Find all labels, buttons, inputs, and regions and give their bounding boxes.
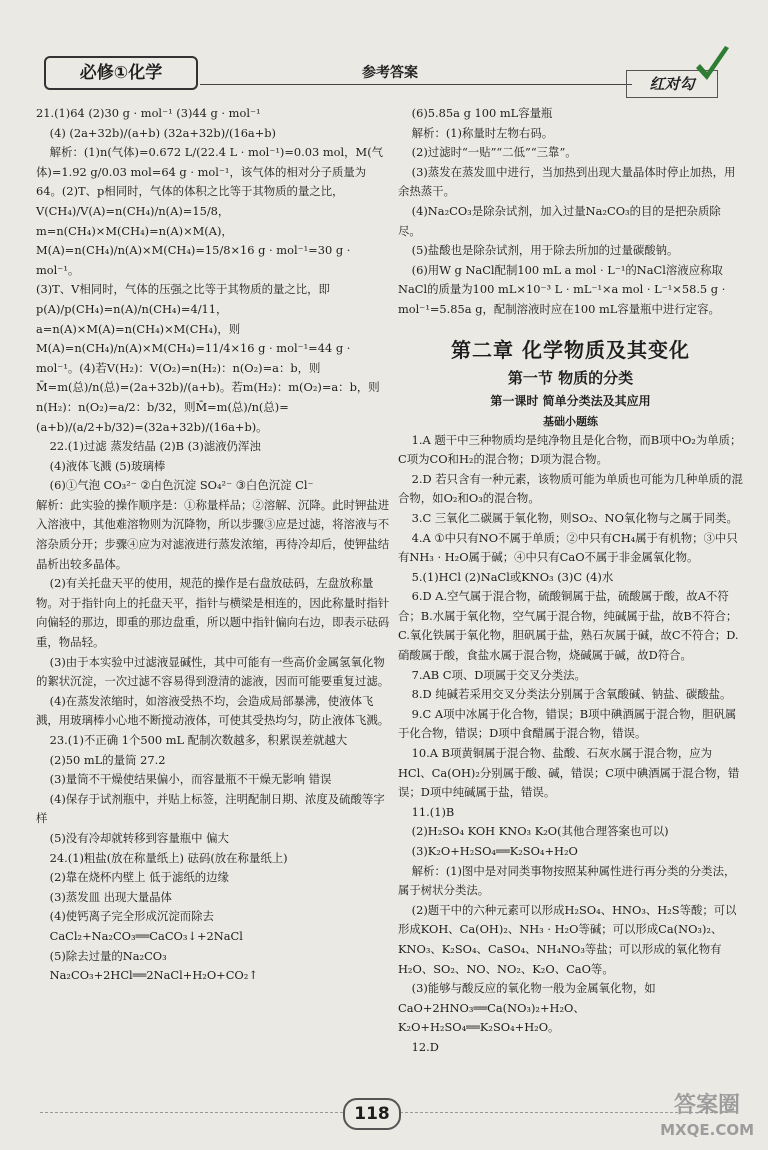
page-header — [30, 40, 742, 110]
answer-line: (5)除去过量的Na₂CO₃ — [49, 948, 167, 963]
section-heading: 第一节 物质的分类 — [507, 368, 634, 387]
answer-item: 4.A ①中只有NO不属于单质；②中只有CH₄属于有机物；③中只有NH₃ · H₂O属于碱；④中只有CaO不属于非金属氧化物。 — [398, 530, 738, 565]
watermark-title: 答案圈 — [674, 1093, 741, 1118]
right-column — [398, 104, 743, 1058]
explanation-paragraph: (3)由于本实验中过滤液显碱性，其中可能有一些高价金属氢氧化物的絮状沉淀，一次过滤不容易得到澄清的滤液，因而可能要重复过滤。 — [36, 654, 390, 689]
answer-line: (4) (2a+32b)/(a+b) (32a+32b)/(16a+b) — [49, 125, 277, 140]
explanation-paragraph: (3)蒸发在蒸发皿中进行，当加热到出现大量晶体时停止加热，用余热蒸干。 — [398, 164, 736, 199]
answer-line: (4)液体飞溅 (5)玻璃棒 — [49, 458, 166, 473]
answer-item: 10.A B项黄铜属于混合物、盐酸、石灰水属于混合物，应为HCl、Ca(OH)₂分别属于酸、碱，错误；C项中碘酒属于混合物，错误；D项中纯碱属于盐，错误。 — [398, 746, 740, 800]
lesson-heading: 第一课时 简单分类法及其应用 — [490, 393, 651, 408]
explanation-paragraph: (2)过滤时“一贴”“二低”“三靠”。 — [411, 145, 577, 160]
explanation-paragraph: 解析：(1)n(气体)=0.672 L/(22.4 L · mol⁻¹)=0.03 mol，M(气体)=1.92 g/0.03 mol=64 g · mol⁻¹，该气体的相对分子质量为64。(2)T、p相同时，气体的体积之比等于其物质的量之比，V(CH₄)/V(A)=n(CH₄)/n(A)=15/8，m=n(CH₄)×M(CH₄)=n(A)×M(A)，M(A)=n(CH₄)/n(A)×M(CH₄)=15/8×16 g · mol⁻¹=30 g · mol⁻¹。 — [36, 145, 384, 277]
equation-line: Na₂CO₃+2HCl══2NaCl+H₂O+CO₂↑ — [49, 968, 258, 983]
answer-line: (2)50 mL的量筒 27.2 — [49, 752, 166, 767]
answer-line: 23.(1)不正确 1个500 mL 配制次数越多，积累误差就越大 — [49, 733, 348, 747]
answer-line: (6)5.85a g 100 mL容量瓶 — [411, 106, 553, 120]
answer-line: (6)①气泡 CO₃²⁻ ②白色沉淀 SO₄²⁻ ③白色沉淀 Cl⁻ — [49, 478, 314, 493]
watermark — [660, 1094, 754, 1142]
equation-line: CaCl₂+Na₂CO₃══CaCO₃↓+2NaCl — [49, 928, 243, 943]
answer-line: (2)靠在烧杯内壁上 低于滤纸的边缘 — [49, 870, 229, 885]
explanation-paragraph: (5)盐酸也是除杂试剂，用于除去所加的过量碳酸钠。 — [411, 243, 679, 258]
explanation-paragraph: (2)题干中的六种元素可以形成H₂SO₄、HNO₃、H₂S等酸；可以形成KOH、Ca(OH)₂、NH₃ · H₂O等碱；可以形成Ca(NO₃)₂、KNO₃、K₂SO₄、CaSO₄、NH₄NO₃等盐；可以形成的氧化物有H₂O、SO₂、NO、NO₂、K₂O、CaO等。 — [398, 902, 737, 976]
book-logo: 必修①化学 — [44, 56, 198, 90]
exercise-heading: 基础小题练 — [543, 414, 598, 428]
equation-line: (3)K₂O+H₂SO₄══K₂SO₄+H₂O — [411, 844, 578, 858]
chapter-heading: 第二章 化学物质及其变化 — [451, 337, 690, 362]
page-number: 118 — [343, 1098, 401, 1130]
answer-line: (3)蒸发皿 出现大量晶体 — [49, 889, 172, 904]
answer-line: 24.(1)粗盐(放在称量纸上) 砝码(放在称量纸上) — [49, 850, 288, 865]
explanation-paragraph: 解析：(1)称量时左物右码。 — [411, 125, 554, 140]
answer-line: (4)使钙离子完全形成沉淀而除去 — [49, 909, 214, 924]
checkmark-icon — [692, 42, 732, 88]
answer-item: 6.D A.空气属于混合物，硫酸铜属于盐，硫酸属于酸，故A不符合；B.水属于氧化物，空气属于混合物，纯碱属于盐，故B不符合；C.氧化铁属于氧化物，胆矾属于盐，熟石灰属于碱，故C不符合；D.硝酸属于酸，食盐水属于混合物，烧碱属于碱，故D符合。 — [398, 589, 739, 663]
page-title: 参考答案 — [362, 65, 418, 81]
answer-item: 2.D 若只含有一种元素，该物质可能为单质也可能为几种单质的混合物，如O₂和O₃的混合物。 — [398, 471, 743, 506]
answer-item: (2)H₂SO₄ KOH KNO₃ K₂O(其他合理答案也可以) — [411, 824, 669, 839]
watermark-url: MXQE.COM — [660, 1121, 754, 1139]
header-rule — [200, 84, 632, 85]
explanation-paragraph: (6)用W g NaCl配制100 mL a mol · L⁻¹的NaCl溶液应称取NaCl的质量为100 mL×10⁻³ L · mL⁻¹×a mol · L⁻¹×58.5 g · mol⁻¹=5.85a g，配制溶液时应在100 mL容量瓶中进行定容。 — [398, 262, 726, 316]
answer-line: 21.(1)64 (2)30 g · mol⁻¹ (3)44 g · mol⁻¹ — [36, 106, 261, 120]
left-column — [36, 104, 391, 986]
answer-line: (5)没有冷却就转移到容量瓶中 偏大 — [49, 830, 229, 845]
explanation-paragraph: (4)在蒸发浓缩时，如溶液受热不均，会造成局部暴沸，使液体飞溅，用玻璃棒小心地不断搅动液体，可使其受热均匀，防止液体飞溅。 — [36, 693, 390, 728]
answer-item: 3.C 三氧化二碳属于氧化物，则SO₂、NO氧化物与之属于同类。 — [411, 510, 738, 525]
explanation-paragraph: (3)能够与酸反应的氧化物一般为金属氧化物，如CaO+2HNO₃══Ca(NO₃)₂+H₂O、K₂O+H₂SO₄══K₂SO₄+H₂O。 — [398, 981, 656, 1035]
answer-line: (4)保存于试剂瓶中，并贴上标签，注明配制日期、浓度及硫酸等字样 — [36, 791, 385, 826]
answer-item: 8.D 纯碱若采用交叉分类法分别属于含氧酸碱、钠盐、碳酸盐。 — [411, 687, 732, 702]
explanation-paragraph: 解析：此实验的操作顺序是：①称量样品；②溶解、沉降。此时钾盐进入溶液中，其他难溶物则为沉降物，所以步骤③应是过滤，将溶液与不溶杂质分开；步骤④应为对滤液进行蒸发浓缩，再待冷却后，使钾盐结晶析出较多晶体。 — [36, 497, 390, 571]
explanation-paragraph: 解析：(1)图中是对同类事物按照某种属性进行再分类的分类法，属于树状分类法。 — [398, 863, 736, 898]
explanation-paragraph: (3)T、V相同时，气体的压强之比等于其物质的量之比，即p(A)/p(CH₄)=n(A)/n(CH₄)=4/11，a=n(A)×M(A)=n(CH₄)×M(CH₄)，则M(A)=n(CH₄)/n(A)×M(CH₄)=11/4×16 g · mol⁻¹=44 g · mol⁻¹。(4)若V(H₂)：V(O₂)=n(H₂)：n(O₂)=a：b，则M̄=m(总)/n(总)=(2a+32b)/(a+b)。若m(H₂)：m(O₂)=a：b，则n(H₂)：n(O₂)=a/2：b/32，则M̄=m(总)/n(总)=(a+b)/(a/2+b/32)=(32a+32b)/(16a+b)。 — [36, 282, 380, 434]
answer-item: 11.(1)B — [411, 804, 455, 819]
answer-line: (3)量筒不干燥使结果偏小，而容量瓶不干燥无影响 错误 — [49, 772, 332, 787]
answer-item: 7.AB C项、D项属于交叉分类法。 — [411, 667, 586, 682]
answer-line: 22.(1)过滤 蒸发结晶 (2)B (3)滤液仍浑浊 — [49, 439, 261, 454]
answer-item: 9.C A项中冰属于化合物，错误；B项中碘酒属于混合物，胆矾属于化合物，错误；D项中食醋属于混合物，错误。 — [398, 706, 737, 741]
answer-item: 5.(1)HCl (2)NaCl或KNO₃ (3)C (4)水 — [411, 569, 614, 584]
brand-logo: 红对勾 — [626, 70, 718, 98]
explanation-paragraph: (4)Na₂CO₃是除杂试剂，加入过量Na₂CO₃的目的是把杂质除尽。 — [398, 203, 721, 238]
answer-item: 12.D — [411, 1039, 439, 1054]
answer-item: 1.A 题干中三种物质均是纯净物且是化合物，而B项中O₂为单质；C项为CO和H₂的混合物；D项为混合物。 — [398, 432, 742, 467]
explanation-paragraph: (2)有关托盘天平的使用，规范的操作是右盘放砝码，左盘放称量物。对于指针向上的托盘天平，指针与横梁是相连的，因此称量时指针向偏轻的那边，即重的那边盘重，所以题中指针偏向右边，即表示砝码重，物品轻。 — [36, 576, 390, 650]
